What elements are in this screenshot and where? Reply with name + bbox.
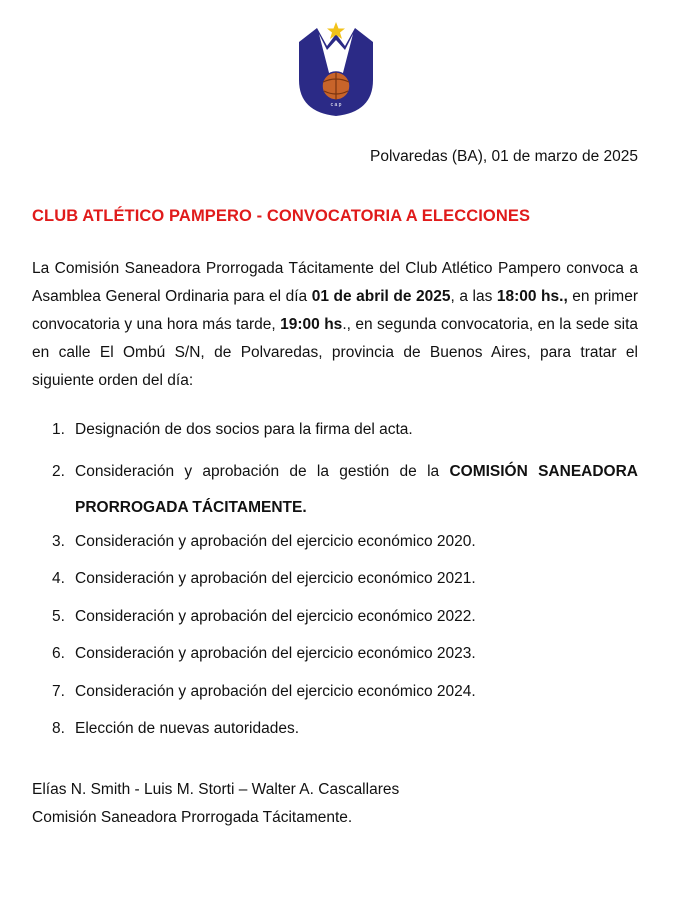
document-date: Polvaredas (BA), 01 de marzo de 2025 <box>370 148 638 165</box>
signatory-names: Elías N. Smith - Luis M. Storti – Walter A. Cascallares <box>32 781 400 798</box>
agenda-item: 4. Consideración y aprobación del ejercicio económico 2021. <box>52 570 476 587</box>
signature-block <box>32 776 399 832</box>
agenda-item: 2. Consideración y aprobación de la gestión de la COMISIÓN SANEADORA PRORROGADA TÁCITAMENTE. <box>52 462 638 516</box>
signatory-role: Comisión Saneadora Prorrogada Tácitamente. <box>32 809 353 826</box>
agenda-item: 5. Consideración y aprobación del ejercicio económico 2022. <box>52 607 476 625</box>
agenda-item: 8. Elección de nuevas autoridades. <box>52 720 300 737</box>
intro-paragraph: La Comisión Saneadora Prorrogada Tácitamente del Club Atlético Pampero convoca a Asamblea General Ordinaria para el día 01 de abril de 2025, a las 18:00 hs., en primer convocatoria y una hora más tarde, 19:00 hs., en segunda convocatoria, en la sede sita en calle El Ombú S/N, de Polvaredas, provincia de Buenos Aires, para tratar el siguiente orden del día: <box>32 260 639 389</box>
agenda-item: 3. Consideración y aprobación del ejercicio económico 2020. <box>52 532 476 550</box>
club-crest-icon <box>297 20 375 118</box>
document-title: CLUB ATLÉTICO PAMPERO - CONVOCATORIA A ELECCIONES <box>32 207 531 225</box>
club-crest-graphic <box>297 20 375 118</box>
agenda-item: 7. Consideración y aprobación del ejercicio económico 2024. <box>52 682 476 700</box>
agenda-item: 1. Designación de dos socios para la firma del acta. <box>52 421 413 438</box>
agenda-list <box>32 416 638 753</box>
crest-letters: c a p <box>330 102 342 108</box>
agenda-item: 6. Consideración y aprobación del ejercicio económico 2023. <box>52 645 476 662</box>
